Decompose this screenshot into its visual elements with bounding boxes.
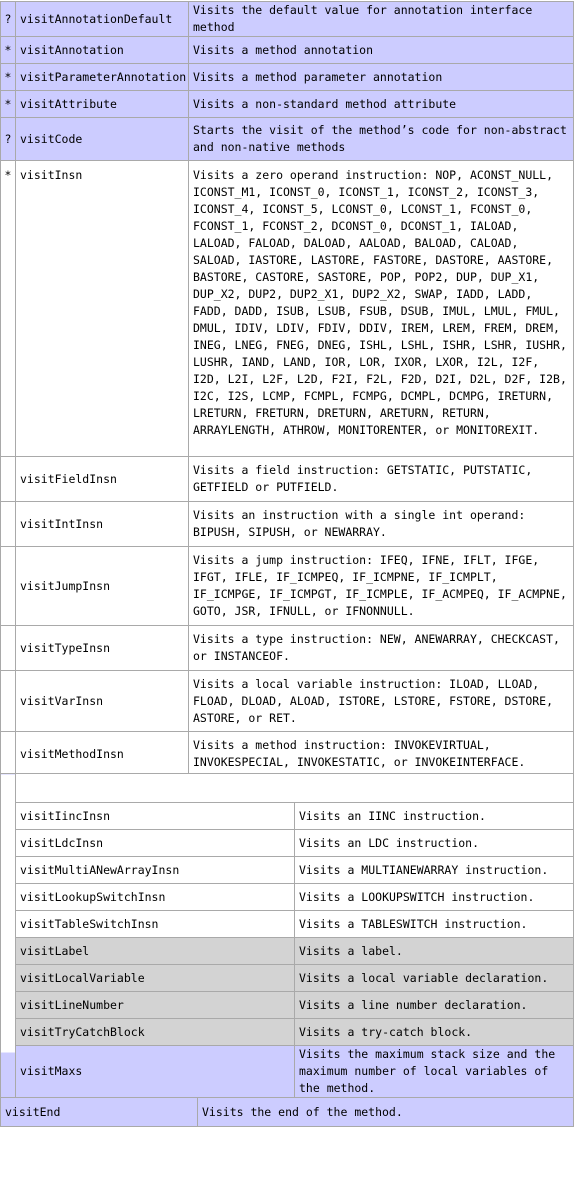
method-description: Visits a MULTIANEWARRAY instruction. bbox=[295, 857, 574, 884]
table-row bbox=[1, 1098, 574, 1127]
method-description: Visits a non-standard method attribute bbox=[189, 91, 574, 118]
method-description: Visits a try-catch block. bbox=[295, 1019, 574, 1046]
method-name: visitInsn bbox=[16, 161, 189, 457]
marker-cell: * bbox=[1, 91, 16, 118]
table-row bbox=[1, 938, 574, 965]
method-name: visitIntInsn bbox=[16, 502, 189, 547]
marker-cell bbox=[1, 626, 16, 671]
table-row bbox=[1, 830, 574, 857]
marker-cell bbox=[1, 457, 16, 502]
table-row bbox=[1, 91, 574, 118]
table-row bbox=[1, 64, 574, 91]
method-description: Visits an instruction with a single int operand: BIPUSH, SIPUSH, or NEWARRAY. bbox=[189, 502, 574, 547]
table-row bbox=[1, 626, 574, 671]
marker-cell: * bbox=[1, 37, 16, 64]
method-name: visitIincInsn bbox=[16, 803, 295, 830]
method-visitor-table-lower bbox=[0, 773, 574, 1098]
method-name: visitTryCatchBlock bbox=[16, 1019, 295, 1046]
method-name: visitCode bbox=[16, 118, 189, 161]
method-description: Visits an IINC instruction. bbox=[295, 803, 574, 830]
method-name: visitAnnotationDefault bbox=[16, 2, 189, 37]
method-name: visitMaxs bbox=[16, 1046, 295, 1098]
method-description: Visits a label. bbox=[295, 938, 574, 965]
marker-cell bbox=[1, 671, 16, 732]
method-name: visitJumpInsn bbox=[16, 547, 189, 626]
table-row bbox=[1, 965, 574, 992]
method-description: Visits a jump instruction: IFEQ, IFNE, IFLT, IFGE, IFGT, IFLE, IF_ICMPEQ, IF_ICMPNE, IF_ICMPLT, IF_ICMPGE, IF_ICMPGT, IF_ICMPLE, IF_ACMPEQ, IF_ACMPNE, GOTO, JSR, IFNULL, or IFNONNULL. bbox=[189, 547, 574, 626]
marker-cell bbox=[1, 502, 16, 547]
method-description: Visits a method annotation bbox=[189, 37, 574, 64]
method-name: visitAnnotation bbox=[16, 37, 189, 64]
method-name: visitParameterAnnotation bbox=[16, 64, 189, 91]
table-row bbox=[1, 803, 574, 830]
table-row bbox=[1, 118, 574, 161]
table-row bbox=[1, 37, 574, 64]
method-name: visitVarInsn bbox=[16, 671, 189, 732]
table-row bbox=[1, 161, 574, 457]
spacer-row bbox=[1, 774, 574, 803]
method-description: Visits an LDC instruction. bbox=[295, 830, 574, 857]
method-name: visitLdcInsn bbox=[16, 830, 295, 857]
table-row bbox=[1, 1019, 574, 1046]
table-row bbox=[1, 884, 574, 911]
table-row bbox=[1, 992, 574, 1019]
method-name: visitTypeInsn bbox=[16, 626, 189, 671]
method-description: Visits a line number declaration. bbox=[295, 992, 574, 1019]
method-name: visitLookupSwitchInsn bbox=[16, 884, 295, 911]
method-visitor-table-end bbox=[0, 1097, 574, 1127]
table-row bbox=[1, 1046, 574, 1098]
method-description: Visits a zero operand instruction: NOP, ACONST_NULL, ICONST_M1, ICONST_0, ICONST_1, ICONST_2, ICONST_3, ICONST_4, ICONST_5, LCONST_0, LCONST_1, FCONST_0, FCONST_1, FCONST_2, DCONST_0, DCONST_1, IALOAD, LALOAD, FALOAD, DALOAD, AALOAD, BALOAD, CALOAD, SALOAD, IASTORE, LASTORE, FASTORE, DASTORE, AASTORE, BASTORE, CASTORE, SASTORE, POP, POP2, DUP, DUP_X1, DUP_X2, DUP2, DUP2_X1, DUP2_X2, SWAP, IADD, LADD, FADD, DADD, ISUB, LSUB, FSUB, DSUB, IMUL, LMUL, FMUL, DMUL, IDIV, LDIV, FDIV, DDIV, IREM, LREM, FREM, DREM, INEG, LNEG, FNEG, DNEG, ISHL, LSHL, ISHR, LSHR, IUSHR, LUSHR, IAND, LAND, IOR, LOR, IXOR, LXOR, I2L, I2F, I2D, L2I, L2F, L2D, F2I, F2L, F2D, D2I, D2L, D2F, I2B, I2C, I2S, LCMP, FCMPL, FCMPG, DCMPL, DCMPG, IRETURN, LRETURN, FRETURN, DRETURN, ARETURN, RETURN, ARRAYLENGTH, ATHROW, MONITORENTER, or MONITOREXIT. bbox=[189, 161, 574, 457]
spacer-cell bbox=[16, 774, 574, 803]
table-row bbox=[1, 2, 574, 37]
table-row bbox=[1, 911, 574, 938]
method-description: Visits a LOOKUPSWITCH instruction. bbox=[295, 884, 574, 911]
method-visitor-table-upper bbox=[0, 1, 574, 777]
method-description: Visits a type instruction: NEW, ANEWARRAY, CHECKCAST, or INSTANCEOF. bbox=[189, 626, 574, 671]
method-description: Visits a TABLESWITCH instruction. bbox=[295, 911, 574, 938]
marker-cell: * bbox=[1, 64, 16, 91]
method-description: Visits the maximum stack size and the maximum number of local variables of the method. bbox=[295, 1046, 574, 1098]
method-description: Visits the end of the method. bbox=[198, 1098, 574, 1127]
method-description: Visits a method parameter annotation bbox=[189, 64, 574, 91]
method-description: Visits a field instruction: GETSTATIC, PUTSTATIC, GETFIELD or PUTFIELD. bbox=[189, 457, 574, 502]
method-description: Visits a local variable instruction: ILOAD, LLOAD, FLOAD, DLOAD, ALOAD, ISTORE, LSTORE, FSTORE, DSTORE, ASTORE, or RET. bbox=[189, 671, 574, 732]
marker-cell bbox=[1, 732, 16, 777]
method-name: visitTableSwitchInsn bbox=[16, 911, 295, 938]
method-description: Visits a local variable declaration. bbox=[295, 965, 574, 992]
table-row bbox=[1, 457, 574, 502]
method-name: visitMultiANewArrayInsn bbox=[16, 857, 295, 884]
method-description: Visits the default value for annotation interface method bbox=[189, 2, 574, 37]
table-row bbox=[1, 671, 574, 732]
marker-cell: * bbox=[1, 161, 16, 457]
method-name: visitMethodInsn bbox=[16, 732, 189, 777]
method-name: visitLocalVariable bbox=[16, 965, 295, 992]
table-row bbox=[1, 857, 574, 884]
method-name: visitLabel bbox=[16, 938, 295, 965]
table-row bbox=[1, 502, 574, 547]
method-name: visitAttribute bbox=[16, 91, 189, 118]
method-description: Starts the visit of the method’s code for non-abstract and non-native methods bbox=[189, 118, 574, 161]
method-name: visitFieldInsn bbox=[16, 457, 189, 502]
table-row bbox=[1, 547, 574, 626]
marker-cell bbox=[1, 547, 16, 626]
method-description: Visits a method instruction: INVOKEVIRTUAL, INVOKESPECIAL, INVOKESTATIC, or INVOKEINTERFACE. bbox=[189, 732, 574, 777]
marker-cell: ? bbox=[1, 2, 16, 37]
table-row bbox=[1, 732, 574, 777]
method-name: visitEnd bbox=[1, 1098, 198, 1127]
marker-cell: ? bbox=[1, 118, 16, 161]
marker-cell bbox=[1, 774, 16, 1098]
method-name: visitLineNumber bbox=[16, 992, 295, 1019]
